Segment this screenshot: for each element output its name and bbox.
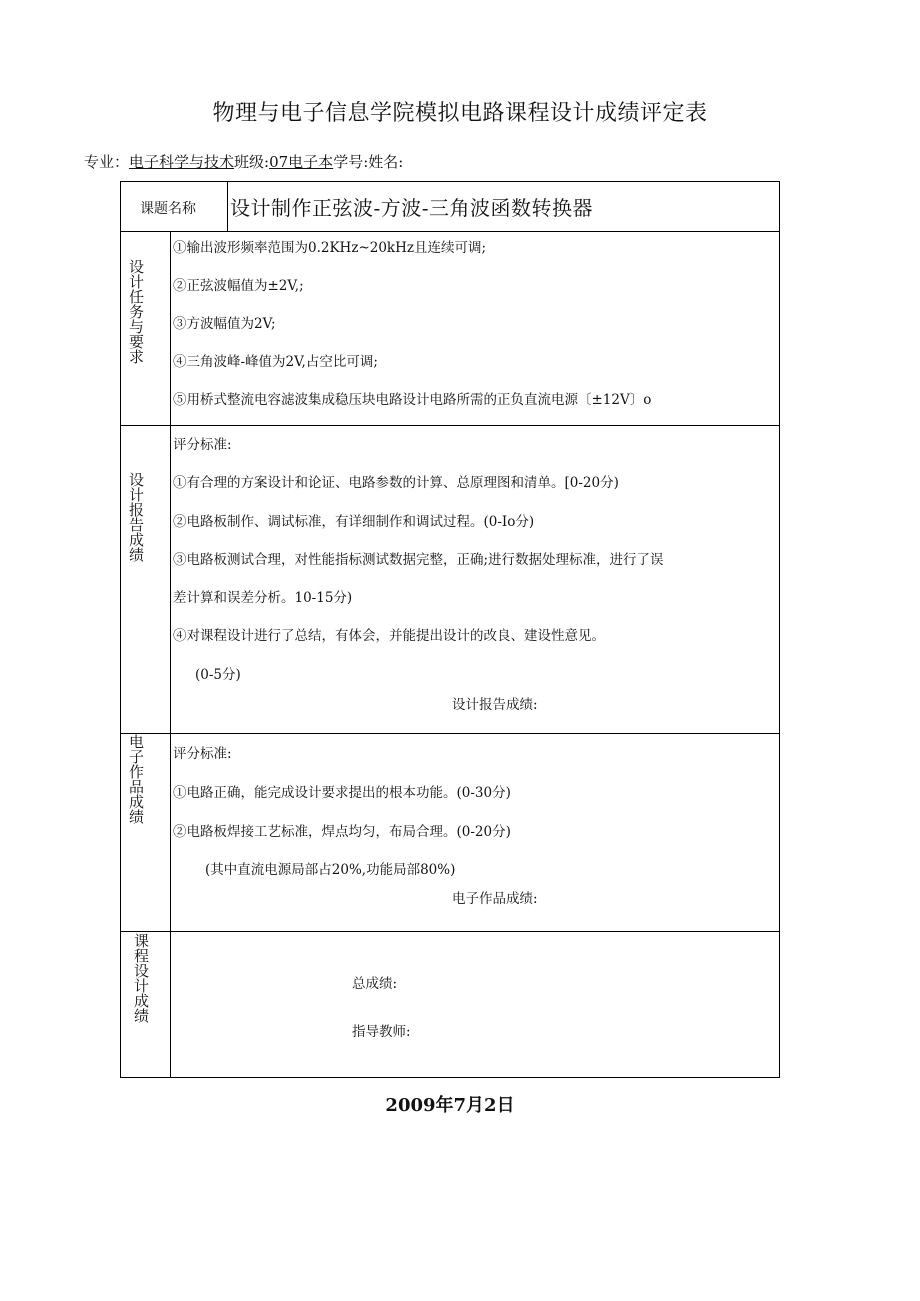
topic-divider	[227, 181, 228, 231]
product-criteria-line: (其中直流电源局部占20%,功能局部80%)	[205, 862, 456, 878]
requirement-item: ④三角波峰-峰值为2V,占空比可调;	[173, 354, 378, 370]
report-criteria-title: 评分标准:	[173, 437, 232, 453]
column-divider	[170, 231, 171, 1078]
product-score-label: 电子作品成绩:	[452, 891, 538, 907]
date: 2009年7月2日	[385, 1095, 515, 1116]
row-divider-3	[120, 733, 780, 734]
report-criteria-line: 差计算和误差分析。10-15分)	[173, 590, 353, 606]
product-label: 电子作品成绩	[127, 734, 145, 824]
class-label: 班级:	[234, 153, 270, 171]
row-divider-2	[120, 425, 780, 426]
course-label: 课程设计成绩	[132, 933, 150, 1023]
product-criteria-title: 评分标准:	[173, 746, 232, 762]
requirement-item: ③方波幅值为2V;	[173, 316, 276, 332]
grading-table	[120, 181, 780, 1078]
class-value: 07电子本	[269, 153, 334, 171]
topic-value: 设计制作正弦波-方波-三角波函数转换器	[230, 196, 594, 220]
report-criteria-line: ④对课程设计进行了总结，有体会，并能提出设计的改良、建设性意见。	[173, 628, 605, 644]
row-divider-1	[120, 231, 780, 232]
requirement-item: ⑤用桥式整流电容滤波集成稳压块电路设计电路所需的正负直流电源〔±12V〕o	[173, 392, 652, 408]
student-info-line	[84, 151, 403, 172]
requirements-label: 设计任务与要求	[127, 259, 145, 364]
student-id-label: 学号:	[333, 153, 369, 171]
major-value: 电子科学与技术	[129, 153, 235, 171]
report-criteria-line: ③电路板测试合理，对性能指标测试数据完整，正确;进行数据处理标准，进行了误	[173, 552, 664, 568]
product-criteria-line: ①电路正确，能完成设计要求提出的根本功能。(0-30分)	[173, 785, 511, 801]
table-border-left	[120, 181, 121, 1078]
row-divider-4	[120, 931, 780, 932]
report-label: 设计报告成绩	[127, 472, 145, 562]
report-criteria-line: ②电路板制作、调试标准，有详细制作和调试过程。(0-Io分)	[173, 514, 535, 530]
total-score-label: 总成绩:	[352, 976, 398, 992]
report-criteria-line: (0-5分)	[195, 667, 241, 683]
major-label: 专业：	[84, 153, 130, 171]
requirement-item: ②正弦波幅值为±2V,;	[173, 278, 304, 294]
teacher-label: 指导教师:	[352, 1024, 411, 1040]
topic-label: 课题名称	[140, 201, 196, 217]
table-border-right	[779, 181, 780, 1078]
table-border-bottom	[120, 1077, 780, 1078]
name-label: 姓名:	[368, 153, 404, 171]
report-criteria-line: ①有合理的方案设计和论证、电路参数的计算、总原理图和清单。[0-20分)	[173, 475, 619, 491]
page-title: 物理与电子信息学院模拟电路课程设计成绩评定表	[212, 101, 708, 126]
table-border-top	[120, 181, 780, 182]
requirement-item: ①输出波形频率范围为0.2KHz~20kHz且连续可调;	[173, 240, 487, 256]
report-score-label: 设计报告成绩:	[452, 697, 538, 713]
product-criteria-line: ②电路板焊接工艺标准，焊点均匀，布局合理。(0-20分)	[173, 824, 511, 840]
